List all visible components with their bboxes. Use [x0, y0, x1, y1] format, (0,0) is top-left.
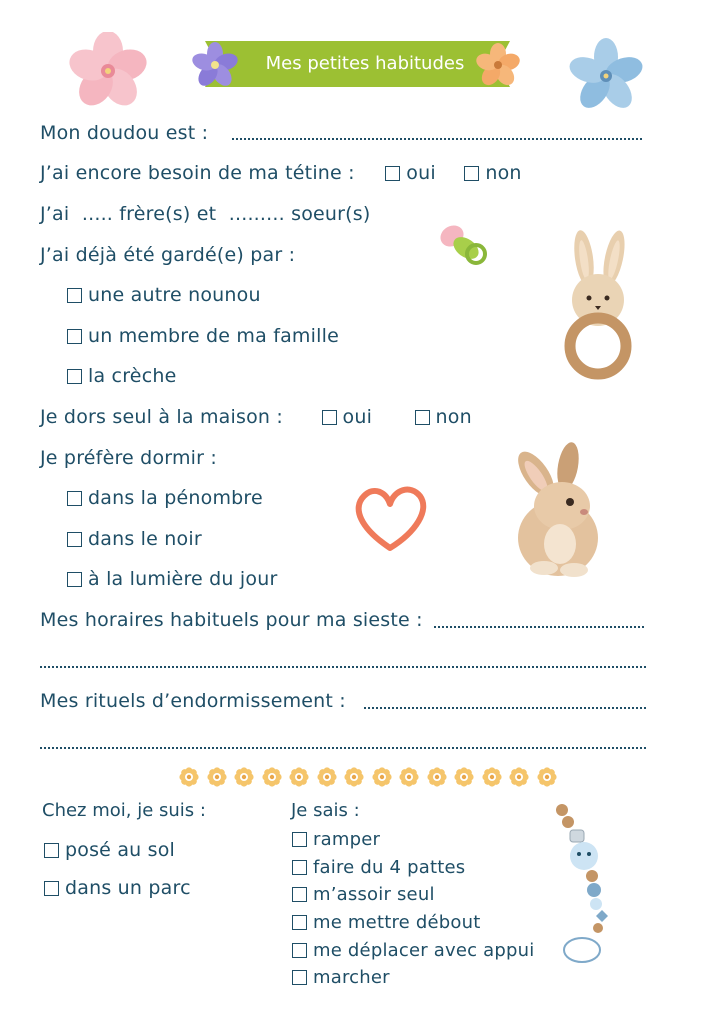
pacifier-icon: [438, 222, 492, 268]
prefere-line: [40, 447, 217, 469]
mini-flower-icon: [398, 766, 420, 788]
garde-nounou-checkbox[interactable]: [67, 288, 82, 303]
mini-flower-icon: [481, 766, 503, 788]
mini-flower-icon: [261, 766, 283, 788]
je-sais-marcher-checkbox[interactable]: [292, 970, 307, 985]
tetine-non-checkbox[interactable]: [464, 166, 479, 181]
je-sais-option-label: marcher: [313, 967, 390, 988]
garde-line: [40, 244, 295, 266]
pref-option-2: [67, 528, 202, 550]
mini-flower-icon: [453, 766, 475, 788]
je-sais-option-label: me mettre débout: [313, 912, 481, 933]
tetine-non-label: non: [485, 162, 522, 184]
sieste-dotted-field[interactable]: [434, 626, 644, 628]
bunny-teether-icon: [540, 228, 650, 388]
mini-flower-icon: [426, 766, 448, 788]
je-sais-option-3: [292, 884, 435, 905]
pref-penombre-checkbox[interactable]: [67, 491, 82, 506]
heart-icon: [350, 480, 430, 556]
je-sais-option-4: [292, 912, 480, 933]
doudou-label: Mon doudou est :: [40, 122, 209, 144]
garde-creche-checkbox[interactable]: [67, 369, 82, 384]
mini-flower-icon: [233, 766, 255, 788]
orange-flower-icon: [474, 42, 522, 88]
chez-moi-option-2: [44, 877, 191, 899]
prefere-label: Je préfère dormir :: [40, 447, 217, 469]
je-sais-ramper-checkbox[interactable]: [292, 832, 307, 847]
mini-flower-icon: [536, 766, 558, 788]
dors-oui-label: oui: [342, 406, 373, 428]
mini-flower-icon: [316, 766, 338, 788]
blue-flower-icon: [566, 38, 646, 114]
mini-flower-icon: [343, 766, 365, 788]
tetine-oui-label: oui: [406, 162, 436, 184]
doudou-dotted-field[interactable]: [232, 138, 642, 140]
pref-option-label: dans le noir: [88, 528, 202, 550]
page-title: Mes petites habitudes: [265, 53, 465, 74]
mini-flower-icon: [288, 766, 310, 788]
rituels-dotted-field[interactable]: [364, 707, 646, 709]
chez-moi-option-label: dans un parc: [65, 877, 191, 899]
mini-flower-icon: [178, 766, 200, 788]
garde-option-label: un membre de ma famille: [88, 325, 339, 347]
garde-label: J’ai déjà été gardé(e) par :: [40, 244, 296, 266]
fratrie-line: [40, 203, 371, 225]
pink-flower-icon: [66, 32, 150, 110]
je-sais-option-1: [292, 829, 380, 850]
sieste-line: [40, 609, 423, 631]
dors-seul-label: Je dors seul à la maison :: [40, 406, 283, 428]
chez-moi-sol-checkbox[interactable]: [44, 843, 59, 858]
mini-flower-icon: [371, 766, 393, 788]
dors-non-label: non: [435, 406, 472, 428]
je-sais-option-5: [292, 940, 534, 961]
mini-flower-icon: [206, 766, 228, 788]
purple-flower-icon: [190, 40, 240, 88]
tetine-line: [40, 162, 522, 184]
je-sais-assoir-checkbox[interactable]: [292, 887, 307, 902]
chez-moi-title: Chez moi, je suis :: [42, 800, 206, 821]
je-sais-appui-checkbox[interactable]: [292, 943, 307, 958]
rituels-line: [40, 690, 346, 712]
je-sais-option-6: [292, 967, 390, 988]
pacifier-clip-icon: [552, 800, 622, 970]
garde-option-1: [67, 284, 261, 306]
tetine-label: J’ai encore besoin de ma tétine :: [40, 162, 355, 184]
mini-flower-icon: [508, 766, 530, 788]
flower-divider: [178, 766, 558, 790]
je-sais-option-label: faire du 4 pattes: [313, 857, 466, 878]
pref-noir-checkbox[interactable]: [67, 532, 82, 547]
je-sais-title: Je sais :: [291, 800, 360, 821]
doudou-line: [40, 122, 208, 144]
rituels-extra-dotted-field[interactable]: [40, 747, 646, 749]
pref-option-label: dans la pénombre: [88, 487, 263, 509]
je-sais-option-label: ramper: [313, 829, 381, 850]
dors-seul-line: [40, 406, 472, 428]
fratrie-label: J’ai ..... frère(s) et ......... soeur(s): [40, 203, 371, 225]
dors-non-checkbox[interactable]: [415, 410, 430, 425]
garde-option-label: la crèche: [88, 365, 177, 387]
garde-option-2: [67, 325, 339, 347]
garde-famille-checkbox[interactable]: [67, 329, 82, 344]
sieste-label: Mes horaires habituels pour ma sieste :: [40, 609, 423, 631]
pref-option-3: [67, 568, 277, 590]
tetine-oui-checkbox[interactable]: [385, 166, 400, 181]
je-sais-option-2: [292, 857, 465, 878]
garde-option-label: une autre nounou: [88, 284, 261, 306]
pref-option-1: [67, 487, 263, 509]
je-sais-option-label: m’assoir seul: [313, 884, 435, 905]
je-sais-option-label: me déplacer avec appui: [313, 940, 535, 961]
bunny-icon: [500, 440, 610, 582]
dors-oui-checkbox[interactable]: [322, 410, 337, 425]
garde-option-3: [67, 365, 176, 387]
chez-moi-option-1: [44, 839, 175, 861]
rituels-label: Mes rituels d’endormissement :: [40, 690, 346, 712]
je-sais-4pattes-checkbox[interactable]: [292, 860, 307, 875]
pref-lumiere-checkbox[interactable]: [67, 572, 82, 587]
chez-moi-option-label: posé au sol: [65, 839, 176, 861]
pref-option-label: à la lumière du jour: [88, 568, 278, 590]
chez-moi-parc-checkbox[interactable]: [44, 881, 59, 896]
sieste-extra-dotted-field[interactable]: [40, 666, 646, 668]
je-sais-debout-checkbox[interactable]: [292, 915, 307, 930]
